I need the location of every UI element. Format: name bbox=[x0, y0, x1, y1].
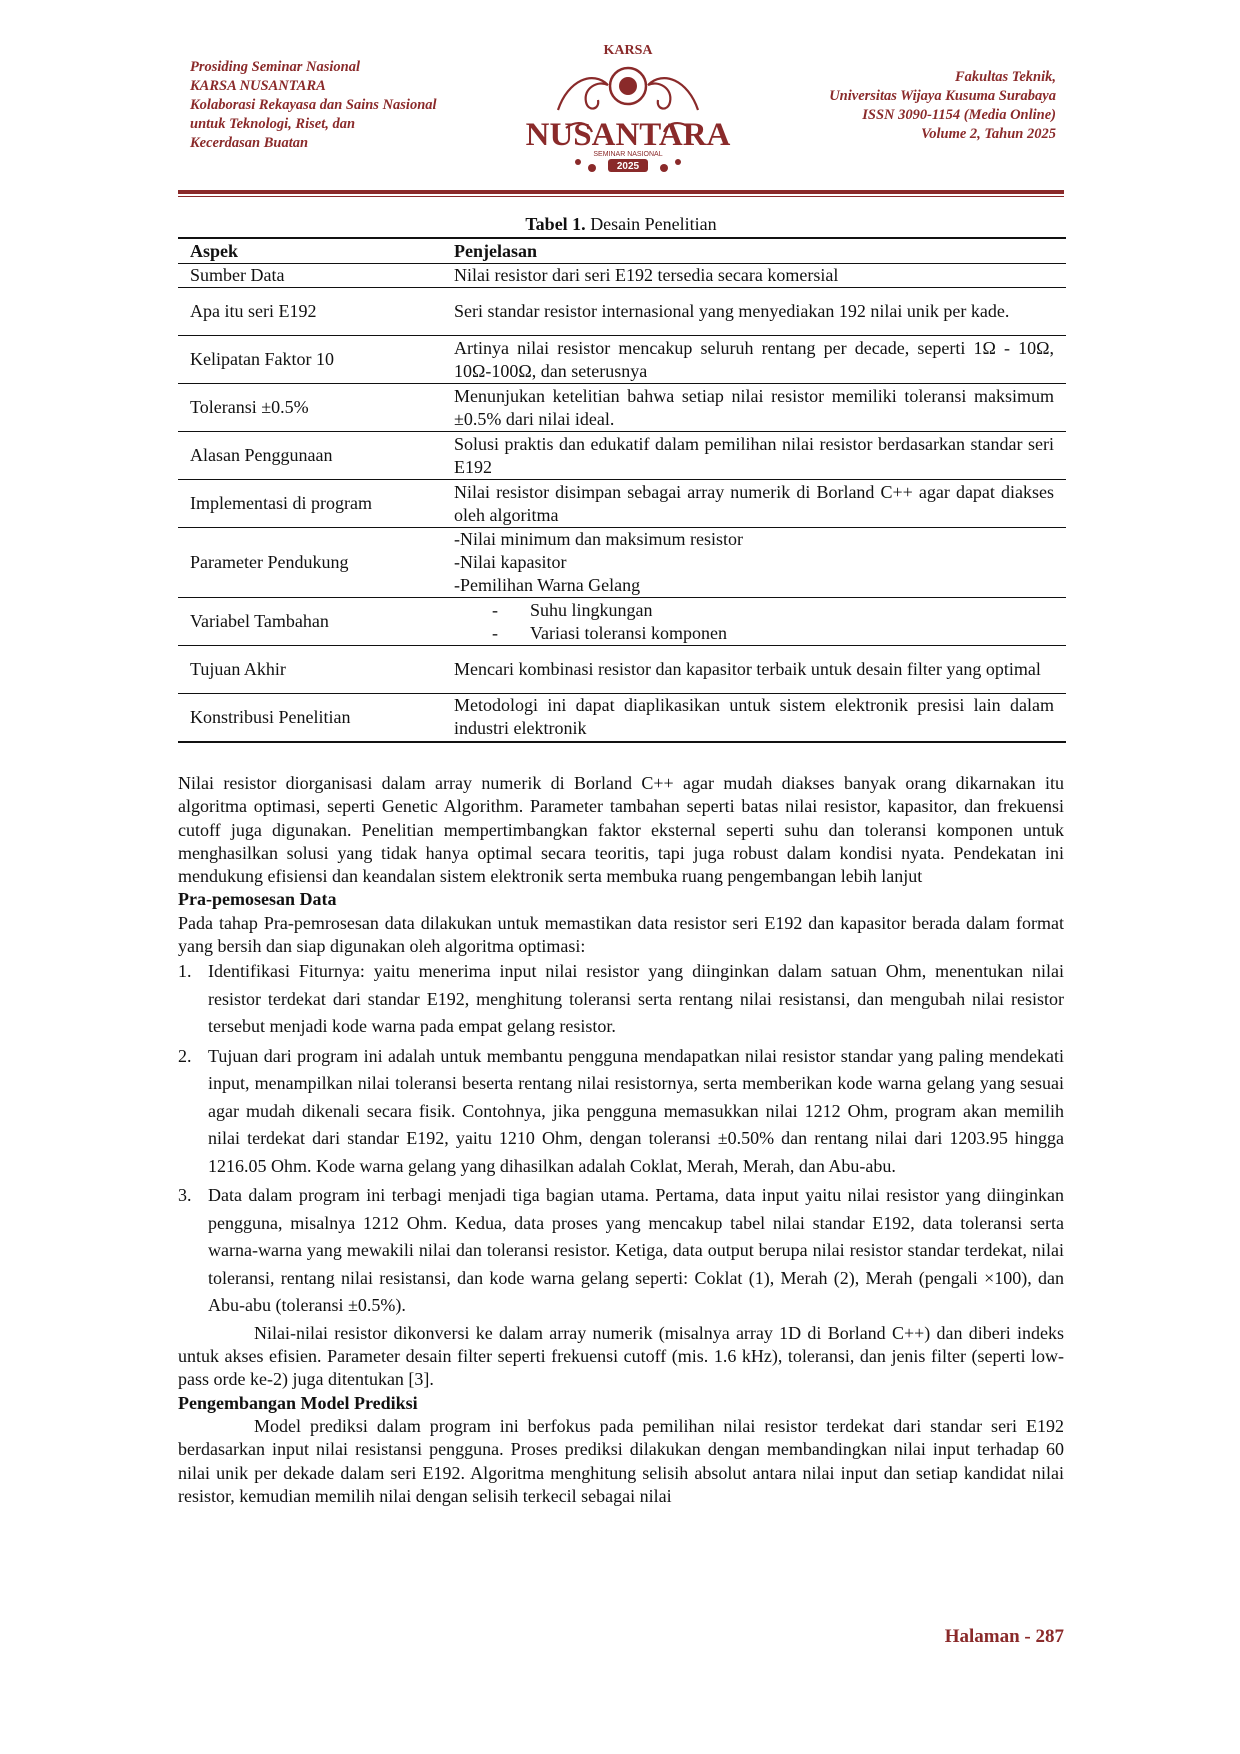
header-left-line: Kolaborasi Rekayasa dan Sains Nasional bbox=[190, 97, 437, 113]
table-row bbox=[178, 694, 1066, 742]
aspek-cell: Tujuan Akhir bbox=[178, 646, 442, 694]
table-caption bbox=[178, 214, 1064, 235]
column-header-aspek: Aspek bbox=[178, 238, 442, 264]
svg-text:KARSA: KARSA bbox=[603, 43, 653, 58]
table-row bbox=[178, 432, 1066, 480]
body-section bbox=[178, 772, 1064, 1508]
list-item-text: Tujuan dari program ini adalah untuk membantu pengguna mendapatkan nilai resistor standar yang paling mendekati input, menampilkan nilai toleransi beserta rentang nilai resistornya, serta memberikan kode warna gelang yang sesuai agar mudah dikenali secara fisik. Contohnya, jika pengguna memasukkan nilai 1212 Ohm, program akan memilih nilai terdekat dari standar E192, yaitu 1210 Ohm, dengan toleransi ±0.50% dan rentang nilai dari 1203.95 hingga 1216.05 Ohm. Kode warna gelang yang dihasilkan adalah Coklat, Merah, Merah, dan Abu-abu. bbox=[208, 1045, 1064, 1176]
param-line: -Nilai minimum dan maksimum resistor bbox=[454, 529, 743, 549]
header-left bbox=[190, 58, 520, 153]
list-item bbox=[178, 958, 1064, 1041]
header-right-line: ISSN 3090-1154 (Media Online) bbox=[862, 107, 1056, 123]
aspek-cell: Variabel Tambahan bbox=[178, 598, 442, 646]
section-heading: Pra-pemosesan Data bbox=[178, 889, 337, 910]
param-line: -Nilai kapasitor bbox=[454, 552, 567, 572]
desc-cell: Artinya nilai resistor mencakup seluruh rentang per decade, seperti 1Ω - 10Ω, 10Ω-100Ω, dan seterusnya bbox=[442, 336, 1066, 384]
list-dash: - bbox=[492, 622, 498, 643]
table-row bbox=[178, 528, 1066, 598]
list-item bbox=[178, 1043, 1064, 1181]
paragraph: Pada tahap Pra-pemrosesan data dilakukan untuk memastikan data resistor seri E192 dan kapasitor berada dalam format yang bersih dan siap digunakan oleh algoritma optimasi: bbox=[178, 912, 1064, 957]
aspek-cell: Alasan Penggunaan bbox=[178, 432, 442, 480]
list-number: 1. bbox=[178, 961, 192, 982]
table-row bbox=[178, 288, 1066, 336]
aspek-cell: Konstribusi Penelitian bbox=[178, 694, 442, 742]
table-row bbox=[178, 336, 1066, 384]
aspek-cell: Parameter Pendukung bbox=[178, 528, 442, 598]
header-left-line: KARSA NUSANTARA bbox=[190, 78, 326, 94]
aspek-cell: Sumber Data bbox=[178, 264, 442, 288]
desc-cell: Nilai resistor dari seri E192 tersedia secara komersial bbox=[442, 264, 1066, 288]
table-row bbox=[178, 646, 1066, 694]
section-heading: Pengembangan Model Prediksi bbox=[178, 1392, 418, 1413]
svg-text:SEMINAR NASIONAL: SEMINAR NASIONAL bbox=[593, 151, 663, 158]
aspek-cell: Kelipatan Faktor 10 bbox=[178, 336, 442, 384]
list-item-text: Data dalam program ini terbagi menjadi tiga bagian utama. Pertama, data input yaitu nilai resistor yang diinginkan pengguna, misalnya 1212 Ohm. Kedua, data proses yang mencakup tabel nilai standar E192, data toleransi serta warna-warna yang mewakili nilai dan toleransi resistor. Ketiga, data output berupa nilai resistor standar terdekat, nilai toleransi, rentang nilai resistansi, dan kode warna gelang seperti: Coklat (1), Merah (2), Merah (pengali ×100), dan Abu-abu (toleransi ±0.5%). bbox=[208, 1185, 1064, 1316]
variable-item bbox=[454, 599, 1054, 622]
aspek-cell: Implementasi di program bbox=[178, 480, 442, 528]
variable-item-text: Suhu lingkungan bbox=[530, 599, 653, 620]
svg-text:NUSANTARA: NUSANTARA bbox=[525, 117, 731, 153]
column-header-penjelasan: Penjelasan bbox=[442, 238, 1066, 264]
page-number: Halaman - 287 bbox=[944, 1626, 1064, 1647]
header-right-line: Fakultas Teknik, bbox=[955, 69, 1056, 85]
desc-cell: Seri standar resistor internasional yang menyediakan 192 nilai unik per kade. bbox=[442, 288, 1066, 336]
table-row bbox=[178, 598, 1066, 646]
desc-cell bbox=[442, 598, 1066, 646]
aspek-cell: Toleransi ±0.5% bbox=[178, 384, 442, 432]
desc-cell: Mencari kombinasi resistor dan kapasitor terbaik untuk desain filter yang optimal bbox=[442, 646, 1066, 694]
table-caption-text: Desain Penelitian bbox=[585, 214, 717, 234]
table-row bbox=[178, 480, 1066, 528]
paragraph: Model prediksi dalam program ini berfokus pada pemilihan nilai resistor terdekat dari standar seri E192 berdasarkan input nilai resistansi pengguna. Proses prediksi dilakukan dengan membandingkan nilai input terhadap 60 nilai unik per dekade dalam seri E192. Algoritma menghitung selisih absolut antara nilai input dan setiap kandidat nilai resistor, kemudian memilih nilai dengan selisih terkecil sebagai nilai bbox=[178, 1416, 1064, 1506]
header-left-line: Prosiding Seminar Nasional bbox=[190, 59, 361, 75]
paragraph: Nilai resistor diorganisasi dalam array numerik di Borland C++ agar mudah diakses banyak orang dikarnakan itu algoritma optimasi, seperti Genetic Algorithm. Parameter tambahan seperti batas nilai resistor, kapasitor, dan frekuensi cutoff juga digunakan. Penelitian mempertimbangkan faktor eksternal seperti suhu dan toleransi komponen untuk menghasilkan solusi yang tidak hanya optimal secara teoritis, tapi juga robust dalam kondisi nyata. Pendekatan ini mendukung efisiensi dan keandalan sistem elektronik serta membuka ruang pengembangan lebih lanjut bbox=[178, 773, 1064, 887]
list-item bbox=[178, 1182, 1064, 1320]
desc-cell bbox=[442, 528, 1066, 598]
header-rule-thick bbox=[178, 190, 1064, 194]
header-right-line: Universitas Wijaya Kusuma Surabaya bbox=[829, 88, 1056, 104]
svg-text:2025: 2025 bbox=[616, 161, 640, 172]
list-number: 2. bbox=[178, 1045, 192, 1066]
table-header-row bbox=[178, 238, 1066, 264]
table-row bbox=[178, 384, 1066, 432]
variable-item-text: Variasi toleransi komponen bbox=[530, 622, 727, 643]
desc-cell: Solusi praktis dan edukatif dalam pemilihan nilai resistor berdasarkan standar seri E192 bbox=[442, 432, 1066, 480]
table-caption-label: Tabel 1. bbox=[525, 214, 586, 234]
paragraph: Nilai-nilai resistor dikonversi ke dalam array numerik (misalnya array 1D di Borland C++) dan diberi indeks untuk akses efisien. Parameter desain filter seperti frekuensi cutoff (mis. 1.6 kHz), toleransi, dan jenis filter (seperti low-pass orde ke-2) juga ditentukan [3]. bbox=[178, 1322, 1064, 1390]
table-row bbox=[178, 264, 1066, 288]
header-rule-thin bbox=[178, 196, 1064, 197]
desc-cell: Menunjukan ketelitian bahwa setiap nilai resistor memiliki toleransi maksimum ±0.5% dari nilai ideal. bbox=[442, 384, 1066, 432]
header-left-line: untuk Teknologi, Riset, dan bbox=[190, 116, 356, 132]
design-table bbox=[178, 237, 1066, 743]
param-line: -Pemilihan Warna Gelang bbox=[454, 575, 641, 595]
header-left-line: Kecerdasan Buatan bbox=[190, 135, 309, 151]
header-right bbox=[726, 68, 1056, 144]
karsa-nusantara-logo bbox=[525, 40, 731, 190]
variable-item bbox=[454, 622, 1054, 645]
list-dash: - bbox=[492, 599, 498, 620]
header-right-line: Volume 2, Tahun 2025 bbox=[921, 126, 1056, 142]
desc-cell: Metodologi ini dapat diaplikasikan untuk sistem elektronik presisi lain dalam industri elektronik bbox=[442, 694, 1066, 742]
aspek-cell: Apa itu seri E192 bbox=[178, 288, 442, 336]
desc-cell: Nilai resistor disimpan sebagai array numerik di Borland C++ agar dapat diakses oleh algoritma bbox=[442, 480, 1066, 528]
list-number: 3. bbox=[178, 1185, 192, 1206]
list-item-text: Identifikasi Fiturnya: yaitu menerima input nilai resistor yang diinginkan dalam satuan Ohm, menentukan nilai resistor terdekat dari standar E192, menghitung toleransi serta rentang nilai resistansi, dan mengubah nilai resistor tersebut menjadi kode warna pada empat gelang resistor. bbox=[208, 961, 1064, 1037]
numbered-list bbox=[178, 958, 1064, 1320]
